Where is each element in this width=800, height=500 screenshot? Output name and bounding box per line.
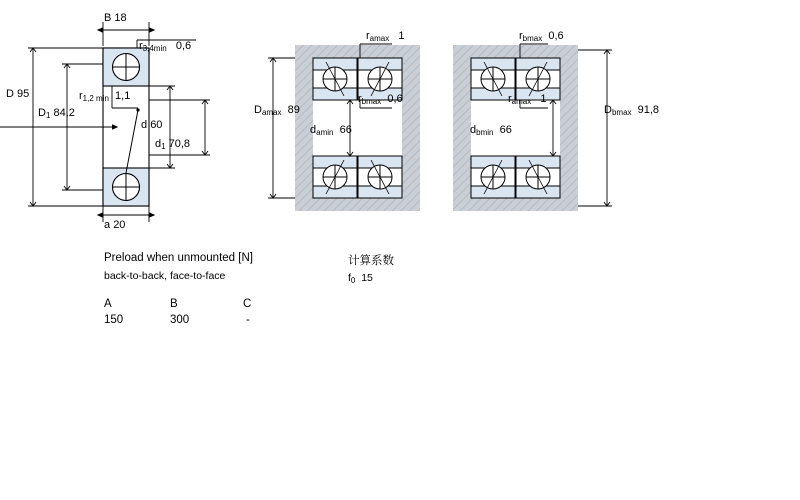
- preload-col-c-header: C: [243, 298, 252, 310]
- label-d-60: d 60: [141, 119, 163, 131]
- label-r34min: $r_{3,4min}$ 0,6: [139, 40, 192, 53]
- preload-title: Preload when unmounted [N]: [104, 252, 253, 264]
- label-d1: $d_1$ 70,8: [155, 138, 191, 151]
- label-damin: $d_{amin}$ 66: [310, 124, 352, 137]
- label-ramax-mid: $r_{amax}$ 1: [508, 93, 547, 106]
- label-rbmax-top: $r_{bmax}$ 0,6: [519, 30, 564, 43]
- label-width-B: B 18: [104, 12, 127, 24]
- label-D-95: D 95: [6, 88, 30, 100]
- label-rbmax-mid: $r_{bmax}$ 0,6: [358, 93, 403, 106]
- label-Damax: $D_{amax}$ 89: [254, 104, 300, 117]
- preload-col-a-value: 150: [104, 314, 124, 326]
- label-ramax-top: $r_{amax}$ 1: [366, 30, 405, 43]
- preload-col-a-header: A: [104, 298, 112, 310]
- label-dbmin: $d_{bmin}$ 66: [470, 124, 512, 137]
- preload-col-b-value: 300: [170, 314, 190, 326]
- label-Dbmax: $D_{bmax}$ 91,8: [604, 104, 660, 117]
- preload-col-b-header: B: [170, 298, 178, 310]
- factor-value-row: $f_0$ 15: [348, 272, 373, 285]
- label-D1: $D_1$ 84,2: [38, 107, 75, 120]
- factor-title: 计算系数: [348, 255, 394, 267]
- label-r12min: $r_{1,2 min}$ 1,1: [79, 90, 131, 103]
- preload-col-c-value: -: [246, 314, 250, 326]
- label-a-20: a 20: [104, 219, 126, 231]
- preload-subtitle: back-to-back, face-to-face: [104, 270, 226, 282]
